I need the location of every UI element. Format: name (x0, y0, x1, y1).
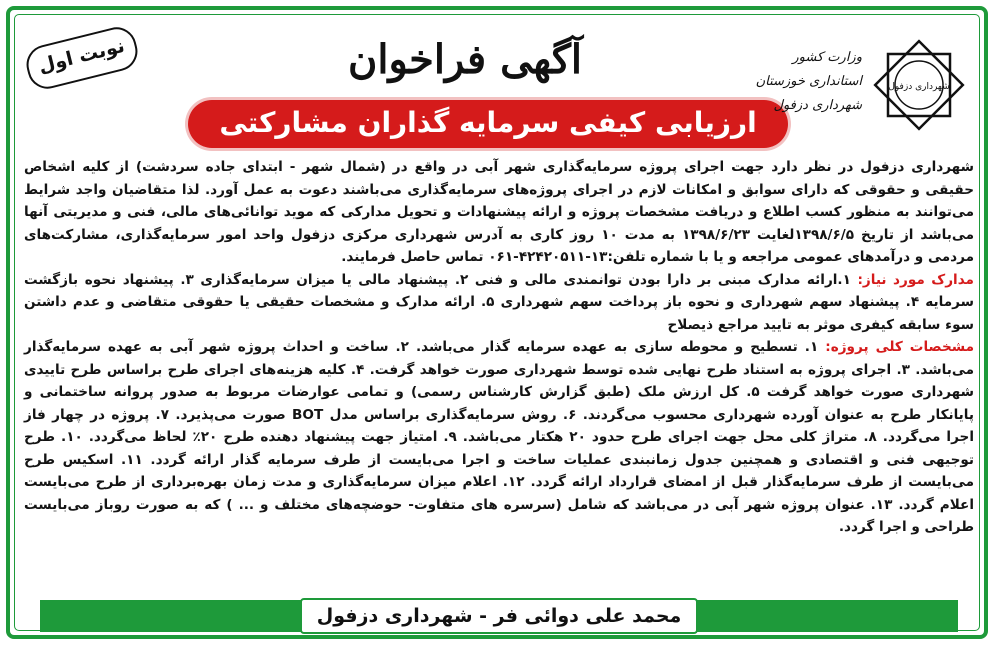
announcement-body (24, 156, 974, 539)
emblem-lettering: شهرداری دزفول (888, 82, 950, 92)
subtitle-banner (188, 100, 788, 148)
org-ministry: وزارت کشور (792, 50, 862, 65)
required-documents (24, 269, 974, 337)
announcement-title: آگهی فراخوان (347, 36, 583, 83)
intro-paragraph: شهرداری دزفول در نظر دارد جهت اجرای پروژه سرمایه‌گذاری شهر آبی در واقع در (شمال شهر - ابتدای جاده سردشت) از کلیه اشخاص حقیقی و حقوقی که دارای سوابق و امکانات لازم در اجرای پروژه‌های سرمایه‌گذاری می‌باشند دعوت به عمل آورد. لذا متقاضیان واجد شرایط می‌توانند به منظور کسب اطلاع و دریافت مشخصات پروژه و ارائه پیشنهادات و تحویل مدارکی که موید توانائی‌های مالی، فنی و مدیریتی آنها می‌باشد از تاریخ ۱۳۹۸/۶/۵لغایت ۱۳۹۸/۶/۲۳ به مدت ۱۰ روز کاری به آدرس شهرداری مرکزی دزفول واحد امور سرمایه‌گذاری، مشارکت‌های مردمی و درآمدهای عمومی مراجعه و یا با شماره تلفن:۱۳-۴۲۴۲۰۵۱۱-۰۶۱ تماس حاصل فرمایند. (24, 159, 974, 265)
signature-plate (300, 598, 698, 634)
municipality-emblem-icon (866, 32, 972, 138)
org-province: استانداری خوزستان (755, 74, 862, 89)
project-specifications-label: مشخصات کلی پروژه: (825, 339, 974, 355)
subtitle-text: ارزیابی کیفی سرمایه گذاران مشارکتی (219, 106, 757, 139)
org-municipality: شهرداری دزفول (773, 98, 862, 113)
project-specifications-text: ۱. تسطیح و محوطه سازی به عهده سرمایه گذار می‌باشد. ۲. ساخت و احداث پروژه شهر آبی به عهده سرمایه‌گذار می‌باشد. ۳. اجرای پروژه به استناد طرح نهایی شده توسط شهرداری صورت خواهد گرفت. ۴. کلیه هزینه‌های اجرای طرح براساس طرح تاییدی شهرداری صورت خواهد گرفت ۵. کل ارزش ملک (طبق گزارش کارشناس رسمی) و تمامی عوارضات مربوط به صدور پروانه ساختمانی و پایانکار طرح به عنوان آورده شهرداری محسوب می‌گردند. ۶. روش سرمایه‌گذاری براساس مدل BOT صورت می‌پذیرد. ۷. پروژه در چهار فاز اجرا می‌گردد. ۸. متراژ کلی محل جهت اجرای طرح حدود ۲۰ هکتار می‌باشد. ۹. امتیاز جهت پیشنهاد دهنده طرح ۲۰٪ لحاظ می‌گردد. ۱۰. طرح توجیهی فنی و اقتصادی و همچنین جدول زمانبندی عملیات ساخت و اجرا می‌بایست از طرف سرمایه گذار ارائه گردد. ۱۱. اسکیس طرح می‌بایست از طرف سرمایه‌گذار قبل از امضای قرارداد ارائه گردد. ۱۲. اعلام میزان سرمایه‌گذاری و مدت زمان بهره‌برداری از طرح می‌بایست اعلام گردد. ۱۳. عنوان پروژه شهر آبی در می‌باشد که شامل (سرسره های متفاوت- حوضچه‌های مختلف و ... ) که به صورت روباز می‌بایست طراحی و اجرا گردد. (24, 339, 975, 535)
badge-label: نوبت اول (36, 34, 127, 78)
organization-block (738, 46, 862, 118)
required-documents-text: ۱.ارائه مدارک مبنی بر دارا بودن توانمندی مالی و فنی ۲. پیشنهاد مالی یا میزان سرمایه‌گذاری ۳. پیشنهاد نحوه بازگشت سرمایه ۴. پیشنهاد سهم شهرداری و نحوه باز پرداخت سهم شهرداری ۵. ارائه مدارک و مشخصات حقیقی یا حقوقی متقاضی و عدم داشتن سوء سابقه کیفری موثر به تایید مراجع ذیصلاح (24, 271, 974, 333)
required-documents-label: مدارک مورد نیاز: (857, 271, 974, 288)
project-specifications (24, 336, 974, 539)
signature-text: محمد علی دوائی فر - شهرداری دزفول (316, 605, 682, 627)
